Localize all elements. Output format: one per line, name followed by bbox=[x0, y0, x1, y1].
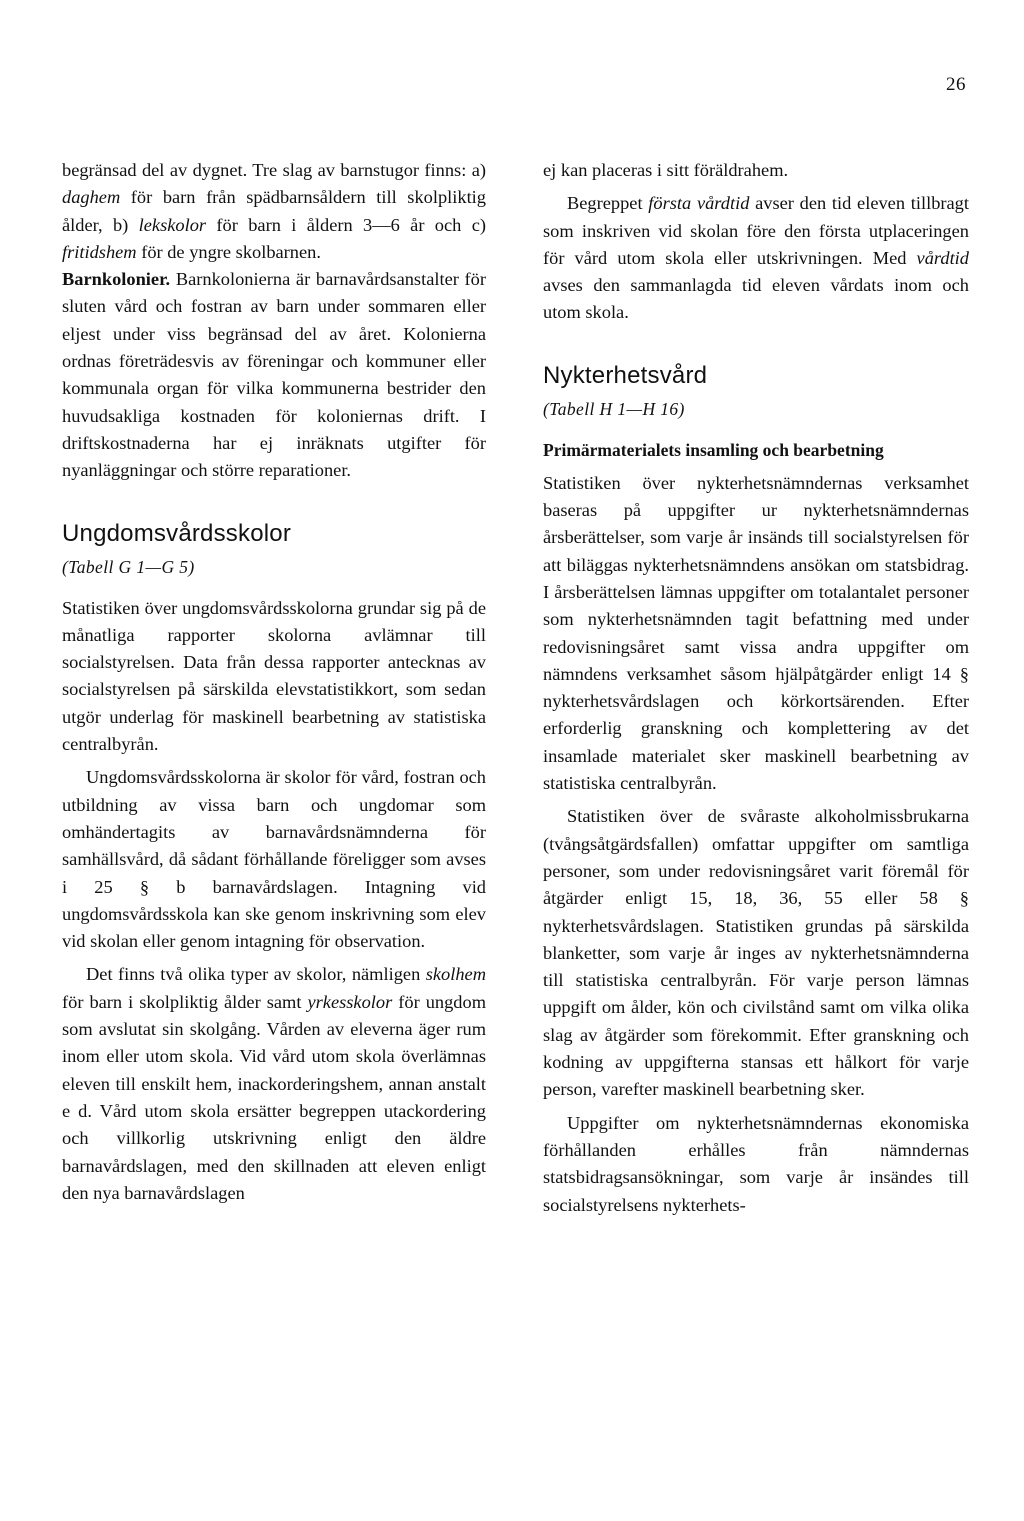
paragraph-ungdomsvardsskolorna: Ungdomsvårdsskolorna är skolor för vård, fostran och utbildning av vissa barn och ungdomar som omhändertagits av barnavårdsnämnderna för samhällsvård, då sådant förhållande föreligger som avses i 25 § b barnavårdslagen. Intagning vid ungdomsvårdsskola kan ske genom inskrivning som elev vid skolan eller genom intagning för observation. bbox=[62, 767, 486, 952]
table-reference-h: (Tabell H 1—H 16) bbox=[543, 398, 685, 419]
text-run: för barn i åldern 3—6 år och c) bbox=[206, 214, 486, 235]
table-reference-g: (Tabell G 1—G 5) bbox=[62, 556, 195, 577]
term-skolhem: skolhem bbox=[425, 964, 486, 985]
text-run: för ungdom som avslutat sin skolgång. Vården av eleverna äger rum inom eller utom skola. Vid vård utom skola överlämnas eleven till enskilt hem, inackorderingshem, annan anstalt e d. Vård utom skola ersätter begreppen utackordering och villkorlig utskrivning enligt den äldre barnavårdslagen, med den skillnaden att eleven enligt den nya barnavårdslagen bbox=[62, 991, 486, 1203]
paragraph-nykterhetsnamndernas-verksamhet: Statistiken över nykterhetsnämndernas verksamhet baseras på uppgifter ur nykterhetsnämndernas årsberättelser, som varje år insänds till socialstyrelsen för att biläggas nykterhetsnämndens ansökan om statsbidrag. I årsberättelsen lämnas uppgifter om totalantalet personer som nykterhetsnämnden tagit befattning med under redovisningsåret samt vissa andra uppgifter om nämndens verksamhet såsom hjälpåtgärder enligt 14 § nykterhetsvårdslagen och körkortsärenden. Efter erforderlig granskning och komplettering av det insamlade materialet sker maskinell bearbetning av statistiska centralbyrån. bbox=[543, 472, 969, 794]
text-run: Begreppet bbox=[567, 193, 649, 214]
term-lekskolor: lekskolor bbox=[138, 214, 207, 235]
paragraph-statistiken-ungdom: Statistiken över ungdomsvårdsskolorna grundar sig på de månatliga rapporter skolorna avlämnar till socialstyrelsen. Data från dessa rapporter antecknas av socialstyrelsen på särskilda elevstatistikkort, som sedan utgör underlag för maskinell bearbetning av statistiska centralbyrån. bbox=[62, 597, 486, 755]
term-vardtid: vårdtid bbox=[916, 247, 969, 268]
subheading-primarmaterialets: Primärmaterialets insamling och bearbetning bbox=[543, 439, 884, 460]
text-run: begränsad del av dygnet. Tre slag av barnstugor finns: a) bbox=[62, 160, 486, 180]
paragraph-typer-av-skolor bbox=[62, 961, 486, 1207]
paragraph-vardtid bbox=[543, 190, 969, 326]
text-run: för de yngre skolbarnen. bbox=[136, 241, 321, 262]
text-run: för barn i skolpliktig ålder samt bbox=[62, 991, 308, 1012]
text-run: Barnkolonierna är barnavårdsanstalter för sluten vård och fostran av barn under sommaren eller eljest under viss begränsad del av året. Kolonierna ordnas företrädesvis av föreningar och kommuner eller kommunala organ för vilka kommunerna bestrider den huvudsakliga kostnaden för koloniernas drift. I driftskostnaderna har ej inräknats utgifter för nyanläggningar och större reparationer. bbox=[62, 269, 486, 481]
right-column bbox=[543, 157, 969, 1219]
text-run: avses den sammanlagda tid eleven vårdats inom och utom skola. bbox=[543, 275, 969, 323]
section-heading-ungdomsvardsskolor: Ungdomsvårdsskolor bbox=[62, 519, 292, 547]
paragraph-foraldrahem: ej kan placeras i sitt föräldrahem. bbox=[543, 160, 789, 180]
page-number: 26 bbox=[946, 74, 966, 95]
term-fritidshem: fritidshem bbox=[62, 241, 137, 262]
paragraph-alkoholmissbrukarna: Statistiken över de svåraste alkoholmissbrukarna (tvångsåtgärdsfallen) omfattar uppgifter om samtliga personer, som under redovisningsåret varit föremål för åtgärder enligt 15, 18, 36, 55 eller 58 § nykterhetsvårdslagen. Statistiken grundas på särskilda blanketter, som varje år inges av nykterhetsnämnderna till statistiska centralbyrån. För varje person lämnas uppgift om ålder, kön och civilstånd samt om vilka olika slag av åtgärder som förekommit. Efter granskning och kodning av uppgifterna stansas ett hålkort för varje person, varefter maskinell bearbetning sker. bbox=[543, 806, 969, 1100]
paragraph-barnkolonier bbox=[62, 266, 486, 484]
term-daghem: daghem bbox=[62, 187, 121, 208]
section-heading-nykterhetsvard: Nykterhetsvård bbox=[543, 361, 708, 389]
paragraph-barnstugor bbox=[62, 157, 486, 266]
paragraph-ekonomiska-forhallanden: Uppgifter om nykterhetsnämndernas ekonomiska förhållanden erhålles från nämndernas statsbidragsansökningar, som varje år insändes till socialstyrelsens nykterhets- bbox=[543, 1112, 969, 1215]
text-run: avser den tid eleven tillbragt som inskriven vid skolan före den första utplaceringen för vård utom skola eller utskrivningen. Med bbox=[543, 193, 969, 268]
text-run: Det finns två olika typer av skolor, nämligen bbox=[86, 964, 426, 985]
term-yrkesskolor: yrkesskolor bbox=[307, 991, 393, 1012]
run-in-heading-barnkolonier: Barnkolonier. bbox=[62, 269, 171, 290]
text-run: för barn från spädbarnsåldern till skolpliktig ålder, b) bbox=[62, 187, 486, 235]
term-forsta-vardtid: första vårdtid bbox=[648, 193, 750, 214]
left-column bbox=[62, 157, 486, 1207]
